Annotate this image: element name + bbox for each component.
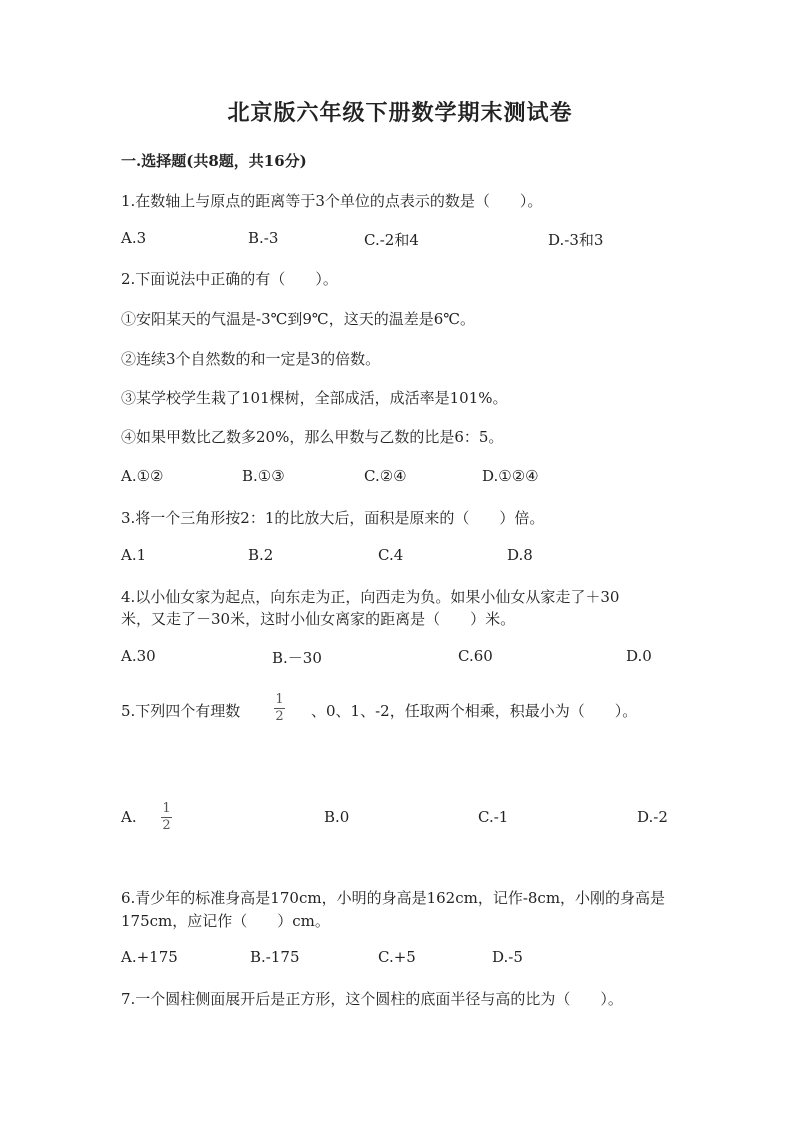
q4-option-c[interactable]: C.60 <box>458 647 493 665</box>
q4-option-d[interactable]: D.0 <box>626 647 652 665</box>
question-2-stem: 2.下面说法中正确的有（ ）。 <box>121 270 338 288</box>
q2-statement-4: ④如果甲数比乙数多20%，那么甲数与乙数的比是6：5。 <box>121 428 504 446</box>
q3-option-c[interactable]: C.4 <box>378 546 404 564</box>
q2-option-b[interactable]: B.①③ <box>242 467 285 485</box>
q1-option-a[interactable]: A.3 <box>121 229 147 247</box>
q5-stem-fraction <box>274 693 285 724</box>
q5-option-b[interactable]: B.0 <box>324 808 350 826</box>
q1-option-c[interactable]: C.-2和4 <box>364 231 419 249</box>
q2-statement-1: ①安阳某天的气温是-3℃到9℃，这天的温差是6℃。 <box>121 310 476 328</box>
section-heading: 一.选择题(共8题，共16分) <box>121 152 307 170</box>
question-7-stem: 7.一个圆柱侧面展开后是正方形，这个圆柱的底面半径与高的比为（ ）。 <box>121 990 623 1008</box>
q2-statement-3: ③某学校学生栽了101棵树，全部成活，成活率是101%。 <box>121 389 508 407</box>
q6-option-d[interactable]: D.-5 <box>492 948 523 966</box>
q5-option-c[interactable]: C.-1 <box>478 808 509 826</box>
question-6-stem-line-1: 6.青少年的标准身高是170cm，小明的身高是162cm，记作-8cm，小刚的身高是 <box>121 889 666 907</box>
question-5-stem-suffix: 、0、1、-2，任取两个相乘，积最小为（ ）。 <box>311 702 638 720</box>
question-3-stem: 3.将一个三角形按2：1的比放大后，面积是原来的（ ）倍。 <box>121 509 545 527</box>
question-6-stem-line-2: 175cm，应记作（ ）cm。 <box>121 912 330 930</box>
q2-option-d[interactable]: D.①②④ <box>482 467 539 485</box>
fraction-denominator: 2 <box>275 709 284 724</box>
question-4-stem-line-2: 米，又走了－30米，这时小仙女离家的距离是（ ）米。 <box>121 610 516 628</box>
question-4-stem-line-1: 4.以小仙女家为起点，向东走为正，向西走为负。如果小仙女从家走了＋30 <box>121 588 620 606</box>
fraction-numerator: 1 <box>275 692 284 707</box>
q3-option-d[interactable]: D.8 <box>507 546 533 564</box>
q5-option-a[interactable]: A. <box>121 808 137 826</box>
q3-option-b[interactable]: B.2 <box>248 546 274 564</box>
q6-option-a[interactable]: A.+175 <box>121 948 178 966</box>
q4-option-b[interactable]: B.－30 <box>272 649 322 667</box>
q1-option-d[interactable]: D.-3和3 <box>548 231 604 249</box>
q2-option-c[interactable]: C.②④ <box>364 467 407 485</box>
page-title: 北京版六年级下册数学期末测试卷 <box>227 100 573 126</box>
question-1-stem: 1.在数轴上与原点的距离等于3个单位的点表示的数是（ ）。 <box>121 192 543 210</box>
q1-option-b[interactable]: B.-3 <box>248 229 279 247</box>
question-5-stem-prefix: 5.下列四个有理数 <box>121 702 241 720</box>
q6-option-c[interactable]: C.+5 <box>378 948 416 966</box>
q4-option-a[interactable]: A.30 <box>121 647 156 665</box>
q2-option-a[interactable]: A.①② <box>121 467 164 485</box>
fraction-denominator: 2 <box>162 818 171 833</box>
q3-option-a[interactable]: A.1 <box>121 546 147 564</box>
q5-option-a-fraction <box>161 802 172 833</box>
q5-option-d[interactable]: D.-2 <box>637 808 668 826</box>
fraction-numerator: 1 <box>162 801 171 816</box>
q2-statement-2: ②连续3个自然数的和一定是3的倍数。 <box>121 350 381 368</box>
q6-option-b[interactable]: B.-175 <box>250 948 300 966</box>
